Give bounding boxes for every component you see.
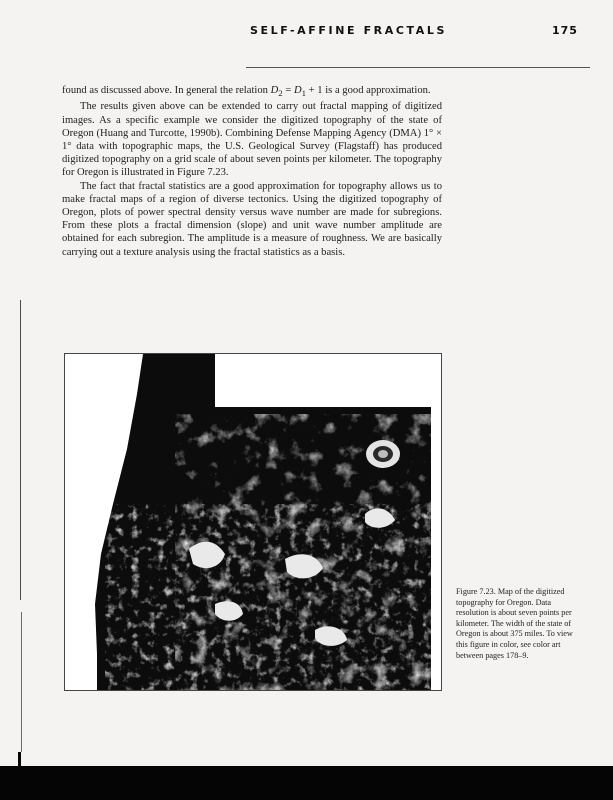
crater-feature <box>366 440 400 468</box>
header-rule <box>246 67 590 68</box>
running-title: SELF-AFFINE FRACTALS <box>250 24 448 37</box>
paragraph-1 <box>62 84 442 100</box>
p1-text-a: found as discussed above. In general the relation <box>62 85 271 96</box>
body-text <box>62 84 442 259</box>
paragraph-2: The results given above can be extended to carry out fractal mapping of digitized images. As a specific example we consider the digitized topography of the state of Oregon (Huang and Turcotte, 1990b). Combining Defense Mapping Agency (DMA) 1° × 1° data with topographic maps, the U.S. Geological Survey (Flagstaff) has produced digitized topography on a grid scale of about seven points per kilometer. The topography for Oregon is illustrated in Figure 7.23. <box>62 101 442 179</box>
figure-caption: Figure 7.23. Map of the digitized topography for Oregon. Data resolution is about seven points per kilometer. The width of the state of Oregon is about 375 miles. To view this figure in color, see color art between pages 178–9. <box>456 587 573 660</box>
p1-symbol-d2: D <box>270 85 279 96</box>
oregon-topography-figure <box>64 353 442 691</box>
page-number: 175 <box>552 24 578 37</box>
margin-line <box>20 300 21 600</box>
p1-equals: = <box>282 85 294 96</box>
running-header <box>0 24 613 46</box>
oregon-topography-image <box>65 354 441 690</box>
p1-subscript-1: 1 <box>301 88 307 99</box>
paragraph-3: The fact that fractal statistics are a good approximation for topography allows us to make fractal maps of a region of diverse tectonics. Using the digitized topography of Oregon, plots of power spectral density versus wave number are made for subregions. From these plots a fractal dimension (slope) and unit wave number amplitude are obtained for each subregion. The amplitude is a measure of roughness. We are basically carrying out a texture analysis using the fractal statistics as a basis. <box>62 180 442 258</box>
margin-line-lower <box>21 612 22 752</box>
p1-subscript-2: 2 <box>278 88 283 99</box>
p1-symbol-d1: D <box>293 85 302 96</box>
scan-bottom-edge <box>0 766 613 800</box>
p1-text-b: + 1 is a good approximation. <box>306 85 431 96</box>
